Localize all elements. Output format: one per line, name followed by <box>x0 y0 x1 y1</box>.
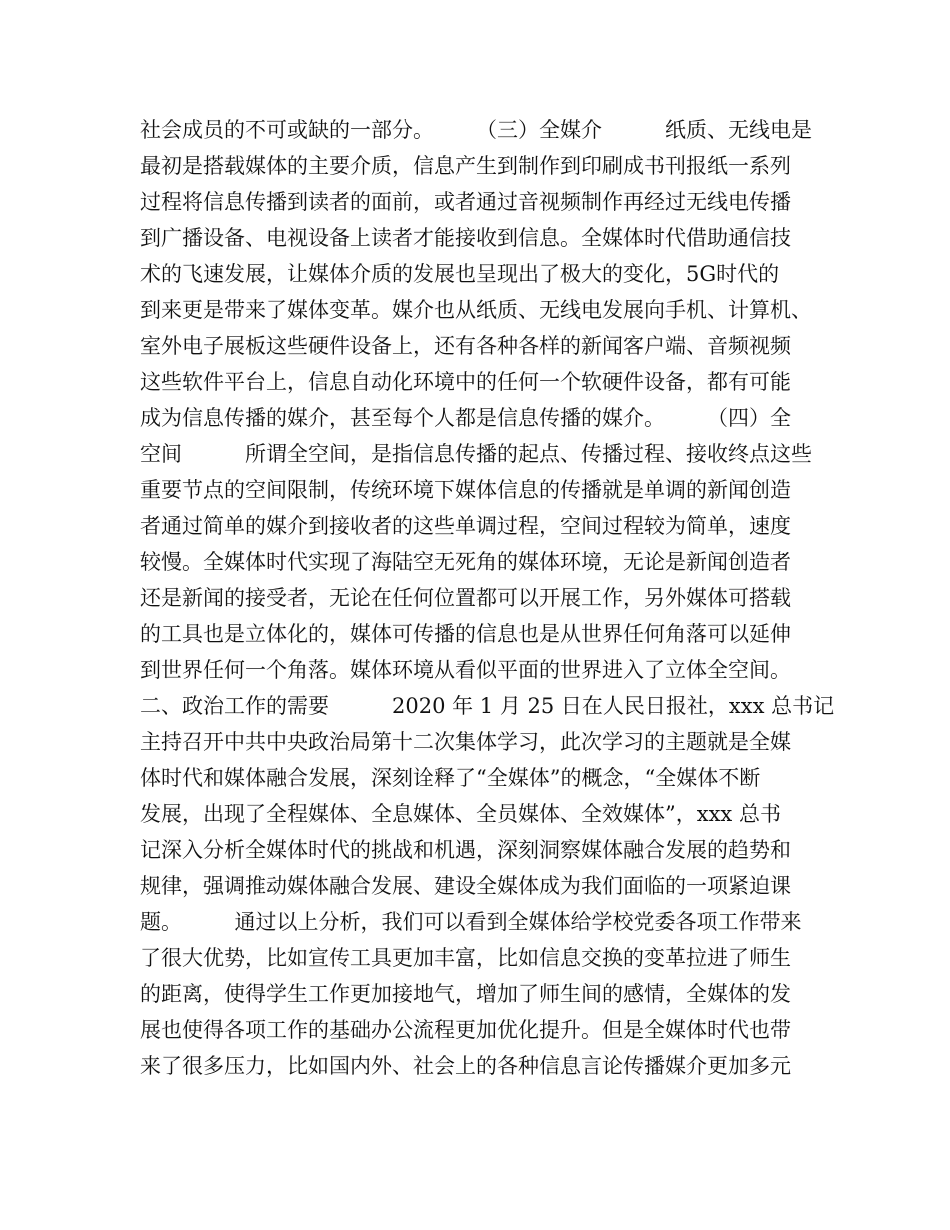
text-line: 室外电子展板这些硬件设备上，还有各种各样的新闻客户端、音频视频 <box>140 334 791 358</box>
text-line: 空间 所谓全空间，是指信息传播的起点、传播过程、接收终点这些 <box>140 442 812 466</box>
text-line: 展也使得各项工作的基础办公流程更加优化提升。但是全媒体时代也带 <box>140 1018 791 1042</box>
text-line: 记深入分析全媒体时代的挑战和机遇，深刻洞察媒体融合发展的趋势和 <box>140 838 791 862</box>
text-line: 题。 通过以上分析，我们可以看到全媒体给学校党委各项工作带来 <box>140 910 802 934</box>
text-line: 成为信息传播的媒介，甚至每个人都是信息传播的媒介。 （四）全 <box>140 406 791 430</box>
body-text <box>140 112 840 1084</box>
text-line: 的工具也是立体化的，媒体可传播的信息也是从世界任何角落可以延伸 <box>140 622 791 646</box>
text-line: 主持召开中共中央政治局第十二次集体学习，此次学习的主题就是全媒 <box>140 730 791 754</box>
text-line: 的距离，使得学生工作更加接地气，增加了师生间的感情，全媒体的发 <box>140 982 791 1006</box>
text-line: 还是新闻的接受者，无论在任何位置都可以开展工作，另外媒体可搭载 <box>140 586 791 610</box>
text-line: 体时代和媒体融合发展，深刻诠释了“全媒体”的概念，“全媒体不断 <box>140 766 761 790</box>
text-line: 社会成员的不可或缺的一部分。 （三）全媒介 纸质、无线电是 <box>140 118 812 142</box>
text-line: 二、政治工作的需要 2020 年 1 月 25 日在人民日报社，xxx 总书记 <box>140 694 835 718</box>
text-line: 到世界任何一个角落。媒体环境从看似平面的世界进入了立体全空间。 <box>140 658 791 682</box>
text-line: 最初是搭载媒体的主要介质，信息产生到制作到印刷成书刊报纸一系列 <box>140 154 791 178</box>
text-line: 来了很多压力，比如国内外、社会上的各种信息言论传播媒介更加多元 <box>140 1054 791 1078</box>
text-line: 过程将信息传播到读者的面前，或者通过音视频制作再经过无线电传播 <box>140 190 791 214</box>
text-line: 术的飞速发展，让媒体介质的发展也呈现出了极大的变化，5G时代的 <box>140 262 780 286</box>
text-line: 规律，强调推动媒体融合发展、建设全媒体成为我们面临的一项紧迫课 <box>140 874 791 898</box>
text-line: 重要节点的空间限制，传统环境下媒体信息的传播就是单调的新闻创造 <box>140 478 791 502</box>
text-line: 较慢。全媒体时代实现了海陆空无死角的媒体环境，无论是新闻创造者 <box>140 550 791 574</box>
text-line: 到来更是带来了媒体变革。媒介也从纸质、无线电发展向手机、计算机、 <box>140 298 812 322</box>
text-line: 了很大优势，比如宣传工具更加丰富，比如信息交换的变革拉进了师生 <box>140 946 791 970</box>
text-line: 这些软件平台上，信息自动化环境中的任何一个软硬件设备，都有可能 <box>140 370 791 394</box>
text-line: 发展，出现了全程媒体、全息媒体、全员媒体、全效媒体”，xxx 总书 <box>140 802 781 826</box>
text-line: 到广播设备、电视设备上读者才能接收到信息。全媒体时代借助通信技 <box>140 226 791 250</box>
text-line: 者通过简单的媒介到接收者的这些单调过程，空间过程较为简单，速度 <box>140 514 791 538</box>
